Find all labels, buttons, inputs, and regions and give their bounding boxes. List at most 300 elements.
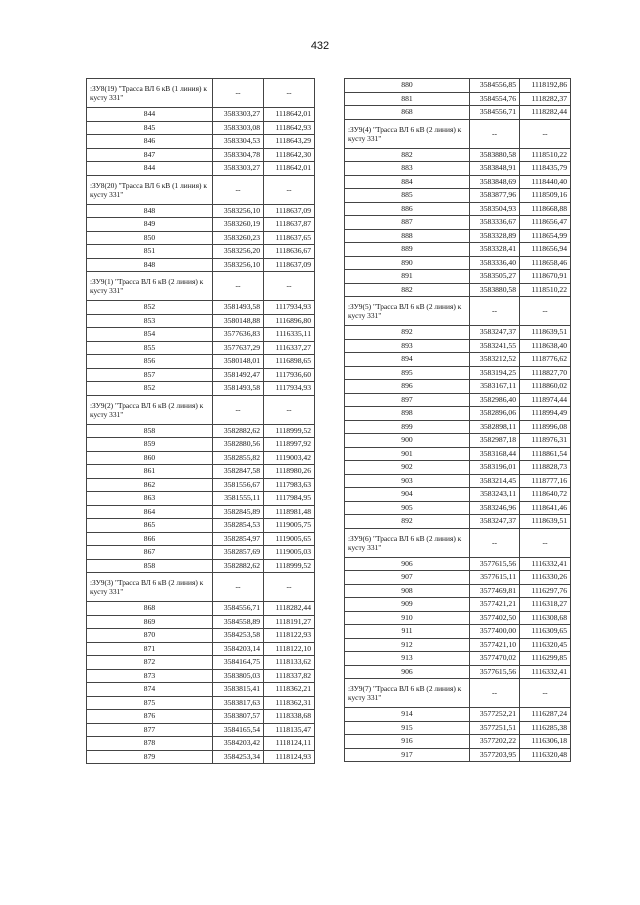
point-number: 892 xyxy=(345,326,470,340)
coord-x: 3583303,27 xyxy=(213,108,264,122)
coord-x: 3577202,22 xyxy=(470,735,520,749)
point-number: 883 xyxy=(345,162,470,176)
coord-y: 1118670,91 xyxy=(520,270,571,284)
table-row xyxy=(87,314,315,328)
coord-y: 1116896,80 xyxy=(264,314,315,328)
table-row xyxy=(87,382,315,396)
coord-x: 3577636,83 xyxy=(213,328,264,342)
coord-x: 3583247,37 xyxy=(470,515,520,529)
coord-x: 3581556,67 xyxy=(213,478,264,492)
table-row xyxy=(87,108,315,122)
section-header-row xyxy=(345,297,571,326)
coord-x: 3583256,10 xyxy=(213,204,264,218)
coord-x: 3582854,97 xyxy=(213,532,264,546)
coord-y: 1116337,27 xyxy=(264,341,315,355)
coordinates-table-right xyxy=(344,78,571,762)
point-number: 864 xyxy=(87,505,213,519)
table-row xyxy=(345,353,571,367)
coord-y: 1118133,62 xyxy=(264,656,315,670)
table-row xyxy=(345,748,571,762)
section-header-row xyxy=(87,573,315,602)
table-row xyxy=(345,92,571,106)
section-header-row xyxy=(345,528,571,557)
table-row xyxy=(345,721,571,735)
coord-x: 3582880,56 xyxy=(213,438,264,452)
table-row xyxy=(345,79,571,93)
coord-x: 3577637,29 xyxy=(213,341,264,355)
point-number: 868 xyxy=(345,106,470,120)
table-row xyxy=(345,229,571,243)
coord-y: 1116299,85 xyxy=(520,652,571,666)
point-number: 904 xyxy=(345,488,470,502)
coord-x: 3577252,21 xyxy=(470,708,520,722)
coord-x: 3583504,93 xyxy=(470,202,520,216)
table-row xyxy=(87,710,315,724)
table-row xyxy=(345,665,571,679)
table-row xyxy=(345,106,571,120)
point-number: 858 xyxy=(87,424,213,438)
table-row xyxy=(87,629,315,643)
coord-y: 1117936,60 xyxy=(264,368,315,382)
coord-y: 1118827,70 xyxy=(520,366,571,380)
table-row xyxy=(345,611,571,625)
coord-y: 1118861,54 xyxy=(520,447,571,461)
table-row xyxy=(87,301,315,315)
coord-y: 1118338,68 xyxy=(264,710,315,724)
coord-y: 1118999,52 xyxy=(264,559,315,573)
coord-y: 1118974,44 xyxy=(520,393,571,407)
point-number: 875 xyxy=(87,696,213,710)
coord-x: 3584554,76 xyxy=(470,92,520,106)
point-number: 857 xyxy=(87,368,213,382)
point-number: 861 xyxy=(87,465,213,479)
point-number: 847 xyxy=(87,148,213,162)
point-number: 899 xyxy=(345,420,470,434)
point-number: 852 xyxy=(87,301,213,315)
coord-x: 3577421,21 xyxy=(470,598,520,612)
point-number: 885 xyxy=(345,189,470,203)
coord-y: 1117983,63 xyxy=(264,478,315,492)
table-row xyxy=(345,598,571,612)
table-row xyxy=(87,492,315,506)
coord-y: 1118362,31 xyxy=(264,696,315,710)
coord-y: 1118656,47 xyxy=(520,216,571,230)
coord-y: 1118637,09 xyxy=(264,204,315,218)
table-row xyxy=(345,474,571,488)
coord-x: 3584203,42 xyxy=(213,737,264,751)
coord-x: 3583304,78 xyxy=(213,148,264,162)
coord-y: 1118124,11 xyxy=(264,737,315,751)
coord-y: 1118642,01 xyxy=(264,162,315,176)
point-number: 893 xyxy=(345,339,470,353)
coord-x: 3582845,89 xyxy=(213,505,264,519)
table-row xyxy=(87,355,315,369)
coord-y: 1118656,94 xyxy=(520,243,571,257)
coord-y: 1118642,93 xyxy=(264,121,315,135)
coord-x: 3583815,41 xyxy=(213,683,264,697)
point-number: 912 xyxy=(345,638,470,652)
coord-x: 3583336,40 xyxy=(470,256,520,270)
coord-y: 1116309,65 xyxy=(520,625,571,639)
coord-x: 3582986,40 xyxy=(470,393,520,407)
coord-x: 3583168,44 xyxy=(470,447,520,461)
coord-y: 1118641,46 xyxy=(520,501,571,515)
y-dash: -- xyxy=(520,297,571,326)
point-number: 898 xyxy=(345,407,470,421)
section-label: :ЗУ8(20) "Трасса ВЛ 6 кВ (1 линия) к кусту 331" xyxy=(87,175,213,204)
y-dash: -- xyxy=(520,119,571,148)
table-row xyxy=(87,424,315,438)
table-row xyxy=(87,341,315,355)
section-label: :ЗУ9(7) "Трасса ВЛ 6 кВ (2 линия) к кусту 331" xyxy=(345,679,470,708)
coord-x: 3584165,54 xyxy=(213,723,264,737)
table-row xyxy=(87,559,315,573)
point-number: 867 xyxy=(87,546,213,560)
point-number: 881 xyxy=(345,92,470,106)
table-row xyxy=(345,420,571,434)
point-number: 879 xyxy=(87,750,213,764)
coord-x: 3577421,10 xyxy=(470,638,520,652)
coord-x: 3584556,85 xyxy=(470,79,520,93)
table-row xyxy=(87,683,315,697)
coord-x: 3583805,03 xyxy=(213,669,264,683)
x-dash: -- xyxy=(213,175,264,204)
table-row xyxy=(87,737,315,751)
coord-y: 1118642,30 xyxy=(264,148,315,162)
section-label: :ЗУ9(2) "Трасса ВЛ 6 кВ (2 линия) к кусту 331" xyxy=(87,395,213,424)
table-row xyxy=(345,326,571,340)
coord-x: 3577470,02 xyxy=(470,652,520,666)
point-number: 887 xyxy=(345,216,470,230)
y-dash: -- xyxy=(264,272,315,301)
coord-x: 3583328,89 xyxy=(470,229,520,243)
point-number: 849 xyxy=(87,218,213,232)
section-label: :ЗУ8(19) "Трасса ВЛ 6 кВ (1 линия) к кусту 331" xyxy=(87,79,213,108)
point-number: 896 xyxy=(345,380,470,394)
table-row xyxy=(345,735,571,749)
coord-y: 1116330,26 xyxy=(520,571,571,585)
table-row xyxy=(87,368,315,382)
coord-y: 1118640,72 xyxy=(520,488,571,502)
coord-x: 3584556,71 xyxy=(213,602,264,616)
coord-y: 1118636,67 xyxy=(264,245,315,259)
section-label: :ЗУ9(4) "Трасса ВЛ 6 кВ (2 линия) к кусту 331" xyxy=(345,119,470,148)
table-row xyxy=(87,696,315,710)
coord-x: 3583260,19 xyxy=(213,218,264,232)
x-dash: -- xyxy=(470,297,520,326)
point-number: 890 xyxy=(345,256,470,270)
coord-x: 3584253,34 xyxy=(213,750,264,764)
coord-x: 3583877,96 xyxy=(470,189,520,203)
coord-x: 3581555,11 xyxy=(213,492,264,506)
table-row xyxy=(345,407,571,421)
coord-y: 1118191,27 xyxy=(264,615,315,629)
section-header-row xyxy=(345,679,571,708)
point-number: 892 xyxy=(345,515,470,529)
table-row xyxy=(345,434,571,448)
table-row xyxy=(345,339,571,353)
table-row xyxy=(87,519,315,533)
coord-y: 1118637,87 xyxy=(264,218,315,232)
point-number: 878 xyxy=(87,737,213,751)
point-number: 850 xyxy=(87,231,213,245)
point-number: 906 xyxy=(345,665,470,679)
coord-y: 1116320,45 xyxy=(520,638,571,652)
coord-y: 1119003,42 xyxy=(264,451,315,465)
point-number: 914 xyxy=(345,708,470,722)
table-row xyxy=(87,505,315,519)
coord-y: 1118282,44 xyxy=(520,106,571,120)
coord-y: 1118124,93 xyxy=(264,750,315,764)
section-label: :ЗУ9(5) "Трасса ВЛ 6 кВ (2 линия) к кусту 331" xyxy=(345,297,470,326)
coord-y: 1119005,75 xyxy=(264,519,315,533)
point-number: 866 xyxy=(87,532,213,546)
coord-x: 3583246,96 xyxy=(470,501,520,515)
point-number: 854 xyxy=(87,328,213,342)
coord-x: 3583167,11 xyxy=(470,380,520,394)
coord-y: 1117934,93 xyxy=(264,382,315,396)
point-number: 868 xyxy=(87,602,213,616)
coord-x: 3583880,58 xyxy=(470,283,520,297)
coord-y: 1116318,27 xyxy=(520,598,571,612)
coord-y: 1118122,10 xyxy=(264,642,315,656)
coord-x: 3583807,57 xyxy=(213,710,264,724)
coord-x: 3583214,45 xyxy=(470,474,520,488)
coord-y: 1116320,48 xyxy=(520,748,571,762)
y-dash: -- xyxy=(520,528,571,557)
coord-x: 3577402,50 xyxy=(470,611,520,625)
coord-x: 3580148,01 xyxy=(213,355,264,369)
coord-y: 1118638,40 xyxy=(520,339,571,353)
point-number: 894 xyxy=(345,353,470,367)
point-number: 880 xyxy=(345,79,470,93)
coord-y: 1118658,46 xyxy=(520,256,571,270)
point-number: 871 xyxy=(87,642,213,656)
coord-x: 3577400,00 xyxy=(470,625,520,639)
y-dash: -- xyxy=(520,679,571,708)
point-number: 884 xyxy=(345,175,470,189)
coord-y: 1118362,21 xyxy=(264,683,315,697)
point-number: 913 xyxy=(345,652,470,666)
point-number: 863 xyxy=(87,492,213,506)
coord-x: 3582857,69 xyxy=(213,546,264,560)
point-number: 846 xyxy=(87,135,213,149)
table-row xyxy=(345,501,571,515)
coord-y: 1119005,65 xyxy=(264,532,315,546)
point-number: 876 xyxy=(87,710,213,724)
point-number: 877 xyxy=(87,723,213,737)
point-number: 886 xyxy=(345,202,470,216)
coord-y: 1118282,44 xyxy=(264,602,315,616)
table-row xyxy=(345,571,571,585)
point-number: 882 xyxy=(345,283,470,297)
point-number: 916 xyxy=(345,735,470,749)
table-row xyxy=(345,461,571,475)
x-dash: -- xyxy=(213,79,264,108)
coord-x: 3577615,11 xyxy=(470,571,520,585)
point-number: 855 xyxy=(87,341,213,355)
coord-x: 3584558,89 xyxy=(213,615,264,629)
coord-y: 1118337,82 xyxy=(264,669,315,683)
point-number: 915 xyxy=(345,721,470,735)
coord-x: 3583256,20 xyxy=(213,245,264,259)
point-number: 897 xyxy=(345,393,470,407)
coord-x: 3580148,88 xyxy=(213,314,264,328)
coord-y: 1118980,26 xyxy=(264,465,315,479)
table-row xyxy=(87,478,315,492)
coord-y: 1116332,41 xyxy=(520,665,571,679)
section-header-row xyxy=(87,175,315,204)
coord-y: 1118435,79 xyxy=(520,162,571,176)
point-number: 862 xyxy=(87,478,213,492)
coord-y: 1119005,03 xyxy=(264,546,315,560)
coord-x: 3582882,62 xyxy=(213,559,264,573)
table-row xyxy=(345,380,571,394)
coord-y: 1116285,38 xyxy=(520,721,571,735)
y-dash: -- xyxy=(264,175,315,204)
table-row xyxy=(345,270,571,284)
coord-y: 1118654,99 xyxy=(520,229,571,243)
section-header-row xyxy=(87,272,315,301)
coord-x: 3583256,10 xyxy=(213,258,264,272)
coord-x: 3577251,51 xyxy=(470,721,520,735)
table-row xyxy=(87,642,315,656)
coord-y: 1118999,52 xyxy=(264,424,315,438)
table-row xyxy=(87,723,315,737)
coord-y: 1118976,31 xyxy=(520,434,571,448)
coord-y: 1116297,76 xyxy=(520,584,571,598)
table-row xyxy=(345,216,571,230)
table-row xyxy=(87,162,315,176)
section-header-row xyxy=(87,395,315,424)
point-number: 856 xyxy=(87,355,213,369)
point-number: 845 xyxy=(87,121,213,135)
coord-x: 3583247,37 xyxy=(470,326,520,340)
coord-x: 3583303,27 xyxy=(213,162,264,176)
table-row xyxy=(345,488,571,502)
table-row xyxy=(345,243,571,257)
coord-x: 3577203,95 xyxy=(470,748,520,762)
point-number: 874 xyxy=(87,683,213,697)
coord-x: 3582898,11 xyxy=(470,420,520,434)
table-row xyxy=(345,393,571,407)
table-row xyxy=(87,204,315,218)
table-row xyxy=(87,148,315,162)
point-number: 907 xyxy=(345,571,470,585)
coord-x: 3577615,56 xyxy=(470,557,520,571)
coord-x: 3583196,01 xyxy=(470,461,520,475)
point-number: 903 xyxy=(345,474,470,488)
table-row xyxy=(87,615,315,629)
coord-y: 1118510,22 xyxy=(520,148,571,162)
point-number: 872 xyxy=(87,656,213,670)
point-number: 910 xyxy=(345,611,470,625)
coordinates-table-left xyxy=(86,78,315,764)
coord-x: 3583817,63 xyxy=(213,696,264,710)
point-number: 908 xyxy=(345,584,470,598)
table-row xyxy=(87,669,315,683)
point-number: 888 xyxy=(345,229,470,243)
coord-y: 1118637,09 xyxy=(264,258,315,272)
point-number: 859 xyxy=(87,438,213,452)
coord-x: 3582855,82 xyxy=(213,451,264,465)
table-row xyxy=(345,189,571,203)
section-label: :ЗУ9(6) "Трасса ВЛ 6 кВ (2 линия) к кусту 331" xyxy=(345,528,470,557)
point-number: 902 xyxy=(345,461,470,475)
point-number: 917 xyxy=(345,748,470,762)
y-dash: -- xyxy=(264,395,315,424)
point-number: 911 xyxy=(345,625,470,639)
coord-x: 3584164,75 xyxy=(213,656,264,670)
coord-y: 1118996,08 xyxy=(520,420,571,434)
coord-x: 3582854,53 xyxy=(213,519,264,533)
y-dash: -- xyxy=(264,79,315,108)
point-number: 870 xyxy=(87,629,213,643)
point-number: 851 xyxy=(87,245,213,259)
table-row xyxy=(87,231,315,245)
point-number: 909 xyxy=(345,598,470,612)
point-number: 882 xyxy=(345,148,470,162)
x-dash: -- xyxy=(213,272,264,301)
coord-y: 1118639,51 xyxy=(520,326,571,340)
table-row xyxy=(345,283,571,297)
table-row xyxy=(345,708,571,722)
coord-x: 3584203,14 xyxy=(213,642,264,656)
table-row xyxy=(87,451,315,465)
table-row xyxy=(345,175,571,189)
table-row xyxy=(345,202,571,216)
coord-x: 3581493,58 xyxy=(213,301,264,315)
table-row xyxy=(87,546,315,560)
point-number: 858 xyxy=(87,559,213,573)
point-number: 852 xyxy=(87,382,213,396)
section-label: :ЗУ9(3) "Трасса ВЛ 6 кВ (2 линия) к кусту 331" xyxy=(87,573,213,602)
table-row xyxy=(87,121,315,135)
coord-x: 3584556,71 xyxy=(470,106,520,120)
coord-y: 1118637,65 xyxy=(264,231,315,245)
coord-x: 3583241,55 xyxy=(470,339,520,353)
point-number: 844 xyxy=(87,108,213,122)
coord-x: 3583880,58 xyxy=(470,148,520,162)
coord-x: 3583194,25 xyxy=(470,366,520,380)
point-number: 860 xyxy=(87,451,213,465)
point-number: 901 xyxy=(345,447,470,461)
x-dash: -- xyxy=(213,573,264,602)
coord-y: 1118860,02 xyxy=(520,380,571,394)
coord-y: 1117984,95 xyxy=(264,492,315,506)
coord-y: 1116287,24 xyxy=(520,708,571,722)
coord-y: 1118642,01 xyxy=(264,108,315,122)
point-number: 844 xyxy=(87,162,213,176)
coord-x: 3582896,06 xyxy=(470,407,520,421)
table-row xyxy=(345,148,571,162)
coord-y: 1116308,68 xyxy=(520,611,571,625)
coord-x: 3581493,58 xyxy=(213,382,264,396)
coord-y: 1118994,49 xyxy=(520,407,571,421)
coord-x: 3583260,23 xyxy=(213,231,264,245)
coord-x: 3583336,67 xyxy=(470,216,520,230)
coord-y: 1118135,47 xyxy=(264,723,315,737)
coord-x: 3583243,11 xyxy=(470,488,520,502)
table-row xyxy=(87,656,315,670)
coord-x: 3583212,52 xyxy=(470,353,520,367)
coord-y: 1116306,18 xyxy=(520,735,571,749)
table-row xyxy=(87,750,315,764)
point-number: 869 xyxy=(87,615,213,629)
coord-y: 1118282,37 xyxy=(520,92,571,106)
table-row xyxy=(87,135,315,149)
coord-y: 1118509,16 xyxy=(520,189,571,203)
